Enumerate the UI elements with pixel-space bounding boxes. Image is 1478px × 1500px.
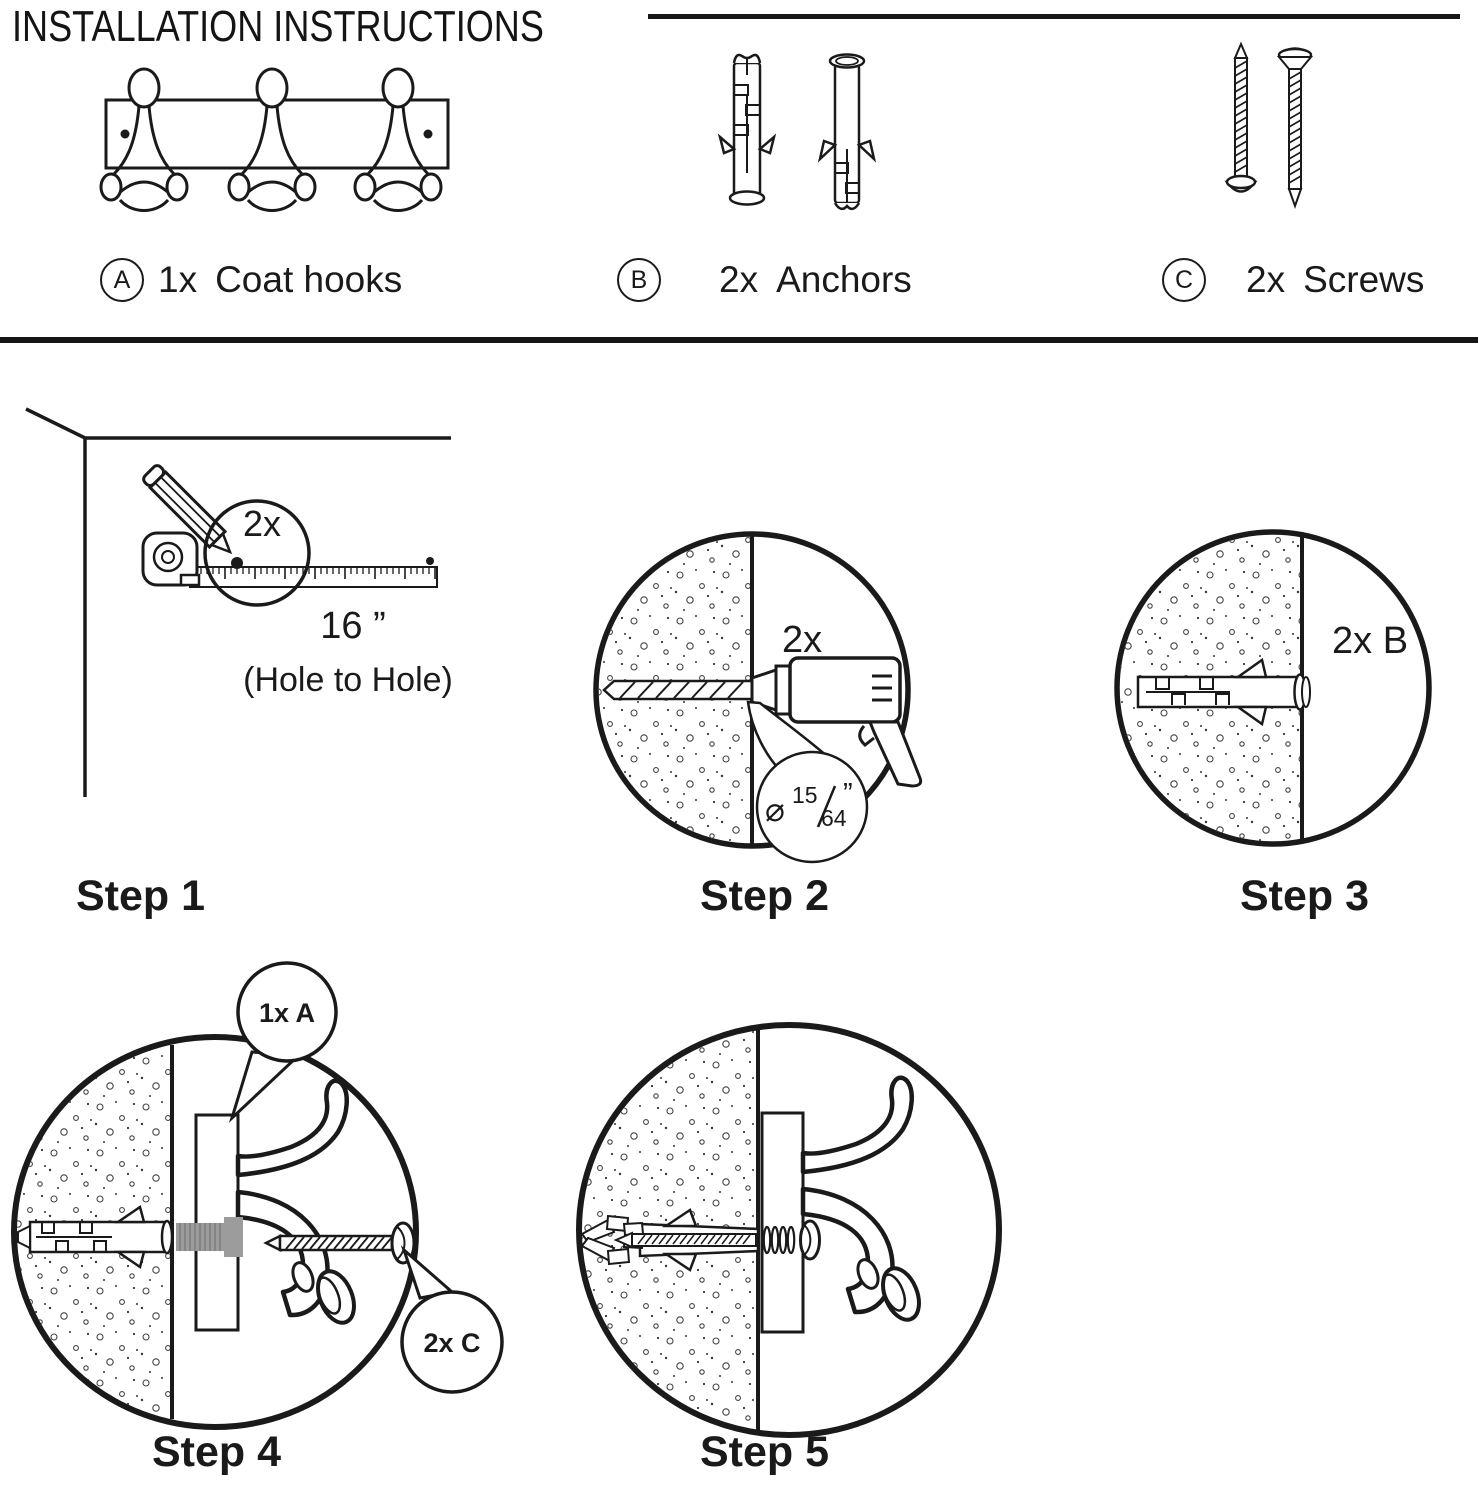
diameter-symbol: ⌀	[765, 790, 785, 829]
step1-label: Step 1	[76, 872, 206, 920]
part-item-coat-hooks	[100, 258, 402, 302]
part-qty-b: 2x	[719, 259, 759, 300]
step1-distance: 16 ”	[320, 605, 386, 647]
part-item-anchors	[617, 258, 912, 302]
step1-note: (Hole to Hole)	[243, 661, 453, 699]
step4-label: Step 4	[152, 1428, 282, 1476]
step3-mark-count: 2x B	[1332, 620, 1409, 662]
coat-hooks-icon	[80, 60, 470, 235]
part-badge-a	[100, 258, 144, 302]
step2-mark-count: 2x	[782, 619, 823, 661]
part-letter-a: A	[113, 265, 131, 294]
drill-bit	[604, 681, 752, 699]
screw-hole-right	[424, 130, 433, 139]
step5-illustration	[570, 1010, 1020, 1450]
diameter-denominator: 64	[821, 805, 847, 831]
part-letter-c: C	[1174, 265, 1194, 294]
diameter-numerator: 15	[792, 782, 818, 808]
step4-callout-screws: 2x C	[423, 1328, 481, 1358]
anchors-icon	[712, 45, 897, 220]
part-name-c: Screws	[1303, 259, 1425, 300]
step4-callout-hooks: 1x A	[258, 998, 316, 1028]
screws-icon	[1213, 38, 1325, 216]
step2-illustration	[580, 520, 930, 870]
part-name-a: Coat hooks	[215, 259, 403, 300]
step2-label: Step 2	[700, 872, 830, 920]
anchor-right	[820, 55, 874, 209]
title-rule	[648, 14, 1460, 19]
part-item-screws	[1162, 258, 1424, 302]
step3-label: Step 3	[1240, 872, 1370, 920]
step5-label: Step 5	[700, 1428, 830, 1476]
second-mark-dot	[426, 557, 434, 565]
step3-illustration	[1110, 520, 1450, 860]
section-divider	[0, 337, 1478, 343]
part-badge-b	[617, 258, 661, 302]
part-qty-c: 2x	[1246, 259, 1286, 300]
step1-illustration	[15, 395, 485, 805]
part-badge-c	[1162, 258, 1206, 302]
part-letter-b: B	[630, 265, 648, 294]
step4-illustration	[0, 960, 510, 1440]
step1-mark-count: 2x	[242, 503, 282, 544]
callout-screws	[402, 1250, 502, 1392]
screw-right	[1279, 49, 1311, 207]
screw-hole-left	[121, 130, 130, 139]
anchor-left	[720, 55, 774, 205]
part-qty-a: 1x	[158, 259, 198, 300]
pencil-mark-dot	[231, 557, 243, 569]
threaded-insert	[176, 1217, 243, 1257]
hook-rail-side	[762, 1113, 803, 1332]
part-name-b: Anchors	[776, 259, 912, 300]
tape-measure-icon	[143, 533, 199, 585]
screw-left	[1227, 44, 1255, 192]
page-title: INSTALLATION INSTRUCTIONS	[12, 2, 544, 51]
diameter-unit: ”	[843, 778, 853, 810]
ruler-strip	[190, 567, 437, 587]
